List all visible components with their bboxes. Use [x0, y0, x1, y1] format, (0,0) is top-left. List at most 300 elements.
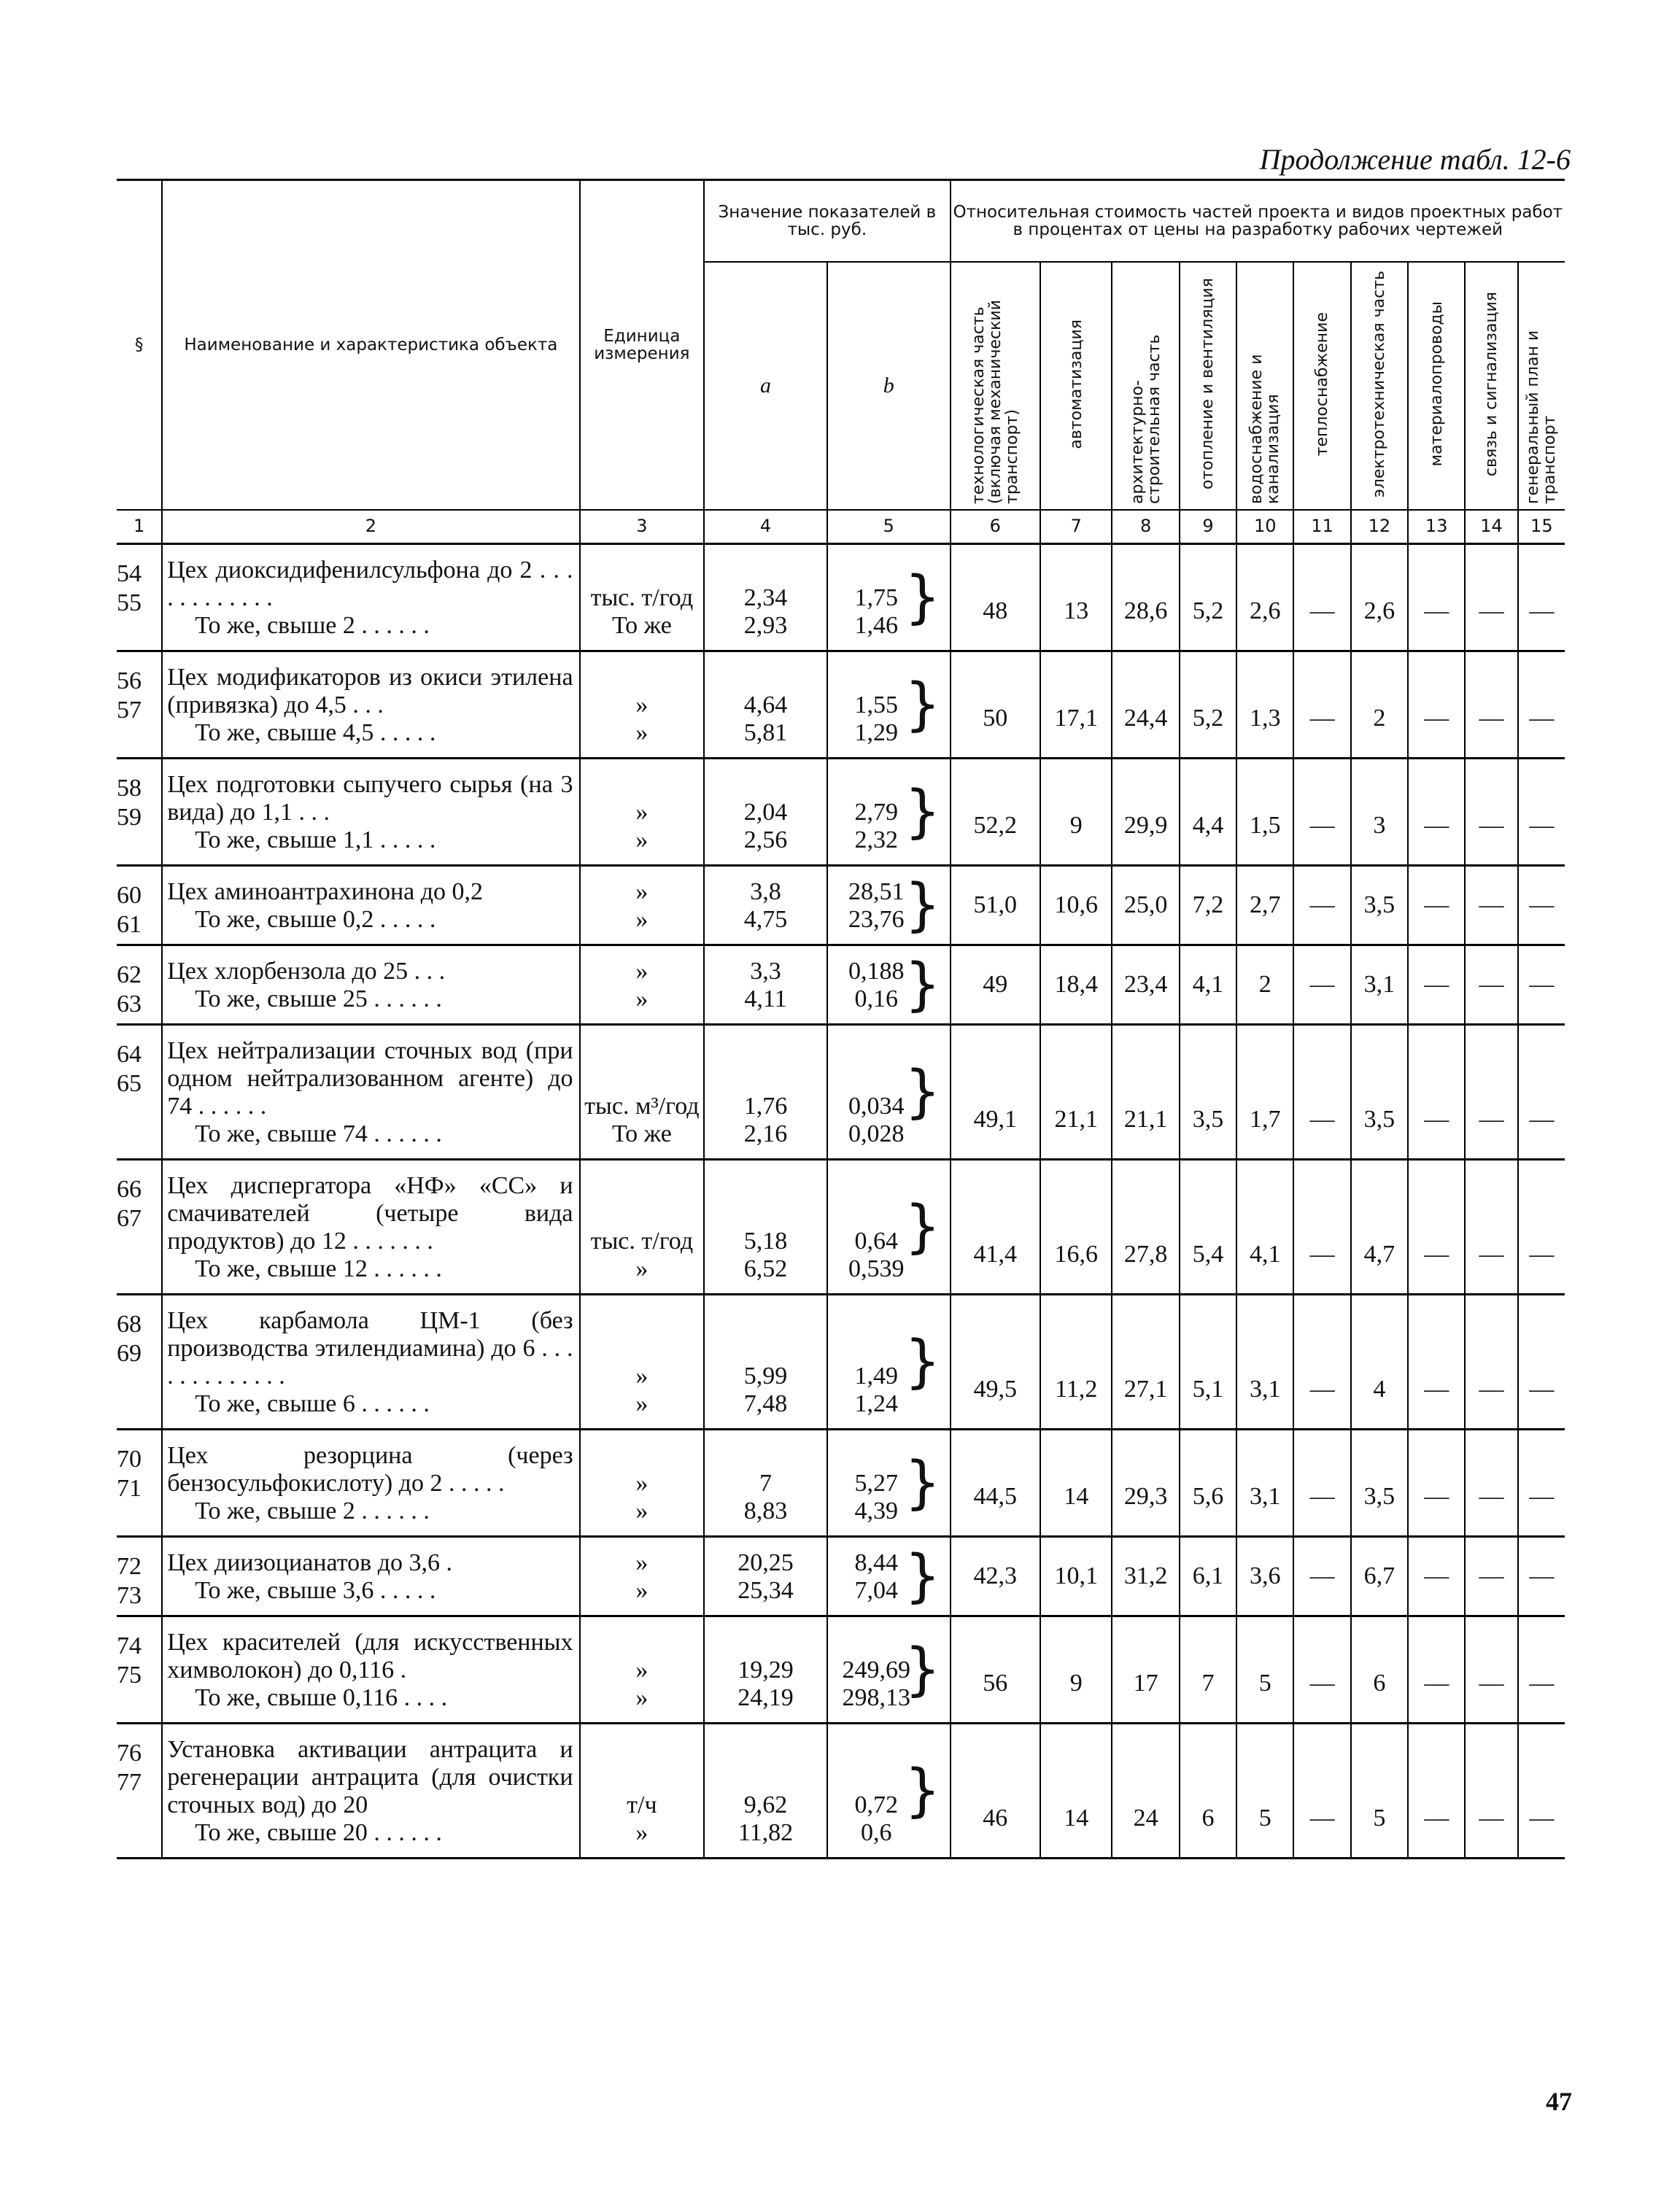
- value-b: 1,49: [854, 1363, 898, 1390]
- col-number: 14: [1465, 510, 1517, 544]
- value-a: 2,16: [743, 1120, 788, 1147]
- percent-cell: 21,1: [1040, 1025, 1112, 1160]
- object-name: [162, 945, 579, 1025]
- value-b-cell: [827, 759, 951, 866]
- value-b-cell: [827, 866, 951, 945]
- part-label-pipelines: материалопроводы: [1427, 301, 1446, 467]
- object-name-main: Цех модификаторов из окиси этилена (привязка) до 4,5 . . .: [167, 664, 573, 718]
- paragraph-number: 76: [117, 1740, 142, 1767]
- col-name-header: Наименование и характеристика объекта: [162, 180, 579, 511]
- percent-cell: 27,1: [1112, 1295, 1179, 1430]
- value-b: 0,72: [854, 1791, 898, 1818]
- col-number: 7: [1040, 510, 1112, 544]
- percent-cell: —: [1465, 1160, 1517, 1295]
- brace-icon: }: [904, 872, 941, 938]
- paragraph-numbers: [117, 1025, 162, 1160]
- percent-cell: 2: [1351, 651, 1408, 759]
- value-a: 8,83: [743, 1497, 788, 1524]
- percent-cell: 1,3: [1236, 651, 1293, 759]
- object-name-variant: То же, свыше 0,2 . . . . .: [195, 906, 436, 933]
- percent-cell: 9: [1040, 1616, 1112, 1724]
- percent-cell: 5: [1236, 1616, 1293, 1724]
- percent-cell: 44,5: [951, 1430, 1040, 1537]
- unit-cell: [580, 759, 705, 866]
- percent-cell: —: [1518, 759, 1565, 866]
- value-b-cell: [827, 1724, 951, 1859]
- percent-cell: 21,1: [1112, 1025, 1179, 1160]
- percent-cell: —: [1518, 651, 1565, 759]
- percent-cell: —: [1518, 1724, 1565, 1859]
- percent-cell: 1,5: [1236, 759, 1293, 866]
- unit-value: »: [635, 719, 649, 746]
- object-name-main: Цех хлорбензола до 25 . . .: [167, 958, 446, 985]
- brace-icon: }: [904, 565, 941, 630]
- percent-cell: —: [1465, 544, 1517, 651]
- paragraph-number: 64: [117, 1041, 142, 1068]
- percent-cell: —: [1293, 945, 1350, 1025]
- paragraph-number: 66: [117, 1176, 142, 1203]
- brace-icon: }: [904, 952, 941, 1018]
- object-name-variant: То же, свыше 3,6 . . . . .: [195, 1577, 436, 1604]
- percent-cell: —: [1408, 544, 1465, 651]
- percent-cell: 17: [1112, 1616, 1179, 1724]
- value-b-cell: [827, 1430, 951, 1537]
- table-row: [117, 759, 1565, 866]
- col-number: 11: [1293, 510, 1350, 544]
- percent-cell: 42,3: [951, 1537, 1040, 1616]
- col-part-header: [1518, 262, 1565, 510]
- group-values-header: Значение показателей в тыс. руб.: [704, 180, 950, 263]
- percent-cell: —: [1408, 945, 1465, 1025]
- percent-cell: —: [1518, 1160, 1565, 1295]
- value-b: 7,04: [854, 1577, 898, 1604]
- unit-cell: [580, 1160, 705, 1295]
- col-part-header: [1351, 262, 1408, 510]
- value-a-cell: [704, 866, 827, 945]
- percent-cell: —: [1518, 1295, 1565, 1430]
- value-a-cell: [704, 945, 827, 1025]
- unit-value: »: [635, 1684, 649, 1711]
- percent-cell: 9: [1040, 759, 1112, 866]
- percent-cell: 3: [1351, 759, 1408, 866]
- unit-cell: [580, 1295, 705, 1430]
- percent-cell: —: [1293, 544, 1350, 651]
- object-name-variant: То же, свыше 20 . . . . . .: [195, 1819, 442, 1846]
- object-name-variant: То же, свыше 25 . . . . . .: [195, 985, 442, 1012]
- value-b: 0,034: [848, 1093, 905, 1120]
- value-b-cell: [827, 1616, 951, 1724]
- value-a-cell: [704, 1537, 827, 1616]
- value-a: 9,62: [743, 1791, 788, 1818]
- percent-cell: —: [1518, 1430, 1565, 1537]
- paragraph-number: 70: [117, 1446, 142, 1473]
- percent-cell: 3,5: [1351, 1025, 1408, 1160]
- unit-value: »: [635, 1363, 649, 1390]
- value-a: 11,82: [738, 1819, 794, 1846]
- value-a: 5,18: [743, 1228, 788, 1255]
- percent-cell: —: [1465, 1616, 1517, 1724]
- paragraph-number: 61: [117, 911, 142, 938]
- table-row: [117, 1295, 1565, 1430]
- percent-cell: 4,1: [1236, 1160, 1293, 1295]
- percent-cell: —: [1408, 1724, 1465, 1859]
- brace-icon: }: [904, 1450, 941, 1516]
- percent-cell: 3,5: [1351, 866, 1408, 945]
- unit-cell: [580, 1025, 705, 1160]
- value-a-cell: [704, 1430, 827, 1537]
- unit-value: тыс. т/год: [590, 584, 694, 611]
- paragraph-number: 62: [117, 961, 142, 988]
- object-name-main: Цех диоксидифенилсульфона до 2 . . . . . . . . . . . .: [167, 557, 573, 611]
- percent-cell: 1,7: [1236, 1025, 1293, 1160]
- brace-icon: }: [904, 1637, 941, 1702]
- object-name-main: Цех аминоантрахинона до 0,2: [167, 878, 484, 905]
- object-name: [162, 1430, 579, 1537]
- unit-value: »: [635, 1255, 649, 1282]
- table-caption: Продолжение табл. 12-6: [1259, 143, 1571, 176]
- value-a: 25,34: [738, 1577, 794, 1604]
- value-a: 3,3: [750, 958, 781, 985]
- value-b: 1,29: [854, 719, 898, 746]
- unit-cell: [580, 544, 705, 651]
- paragraph-numbers: [117, 1537, 162, 1616]
- col-number: 2: [162, 510, 579, 544]
- percent-cell: 41,4: [951, 1160, 1040, 1295]
- percent-cell: 6: [1180, 1724, 1236, 1859]
- percent-cell: —: [1293, 1537, 1350, 1616]
- unit-value: »: [635, 1497, 649, 1524]
- percent-cell: 2,7: [1236, 866, 1293, 945]
- brace-icon: }: [904, 1194, 941, 1260]
- value-b: 1,46: [854, 612, 898, 639]
- paragraph-numbers: [117, 759, 162, 866]
- col-number: 4: [704, 510, 827, 544]
- value-a: 5,81: [743, 719, 788, 746]
- value-b-cell: [827, 1537, 951, 1616]
- table-row: [117, 1430, 1565, 1537]
- value-b: 2,32: [854, 826, 898, 853]
- object-name-variant: То же, свыше 6 . . . . . .: [195, 1390, 430, 1417]
- unit-value: »: [635, 826, 649, 853]
- unit-value: »: [635, 958, 649, 985]
- value-b: 298,13: [842, 1684, 910, 1711]
- value-b-cell: [827, 1025, 951, 1160]
- value-b: 2,79: [854, 799, 898, 826]
- percent-cell: —: [1518, 866, 1565, 945]
- percent-cell: —: [1293, 1616, 1350, 1724]
- paragraph-number: 69: [117, 1340, 142, 1367]
- value-a-cell: [704, 1295, 827, 1430]
- percent-cell: 24: [1112, 1724, 1179, 1859]
- percent-cell: —: [1465, 759, 1517, 866]
- value-b: 23,76: [848, 906, 905, 933]
- brace-icon: }: [904, 1329, 941, 1395]
- percent-cell: —: [1408, 1616, 1465, 1724]
- percent-cell: 2: [1236, 945, 1293, 1025]
- percent-cell: 27,8: [1112, 1160, 1179, 1295]
- brace-icon: }: [904, 779, 941, 845]
- object-name-main: Цех диизоцианатов до 3,6 .: [167, 1549, 453, 1576]
- percent-cell: 49,1: [951, 1025, 1040, 1160]
- object-name: [162, 1537, 579, 1616]
- paragraph-numbers: [117, 1295, 162, 1430]
- percent-cell: —: [1408, 1537, 1465, 1616]
- percent-cell: —: [1408, 1160, 1465, 1295]
- percent-cell: 11,2: [1040, 1295, 1112, 1430]
- page-number: 47: [1546, 2087, 1572, 2116]
- object-name: [162, 759, 579, 866]
- percent-cell: —: [1518, 1025, 1565, 1160]
- part-label-architecture: архитектурно-строительная часть: [1128, 334, 1164, 505]
- percent-cell: —: [1293, 759, 1350, 866]
- brace-icon: }: [904, 1758, 941, 1824]
- value-b: 1,24: [854, 1390, 898, 1417]
- table-body: [117, 544, 1565, 1859]
- col-number: 1: [117, 510, 162, 544]
- col-number: 13: [1408, 510, 1465, 544]
- percent-cell: 3,5: [1351, 1430, 1408, 1537]
- value-a: 7,48: [743, 1390, 788, 1417]
- object-name: [162, 1724, 579, 1859]
- object-name: [162, 544, 579, 651]
- col-b-header: b: [827, 262, 951, 510]
- percent-cell: —: [1465, 1537, 1517, 1616]
- percent-cell: 48: [951, 544, 1040, 651]
- unit-cell: [580, 1537, 705, 1616]
- paragraph-number: 71: [117, 1475, 142, 1502]
- object-name-variant: То же, свыше 74 . . . . . .: [195, 1120, 442, 1147]
- unit-value: »: [635, 799, 649, 826]
- table-row: [117, 1537, 1565, 1616]
- value-a-cell: [704, 544, 827, 651]
- paragraph-number: 56: [117, 667, 142, 694]
- unit-value: То же: [611, 612, 672, 639]
- table-row: [117, 1025, 1565, 1160]
- col-number: 8: [1112, 510, 1179, 544]
- value-b: 28,51: [848, 878, 905, 905]
- percent-cell: —: [1465, 1724, 1517, 1859]
- table-row: [117, 651, 1565, 759]
- value-a-cell: [704, 1616, 827, 1724]
- percent-cell: 3,1: [1236, 1295, 1293, 1430]
- value-b: 0,539: [848, 1255, 905, 1282]
- unit-value: »: [635, 878, 649, 905]
- percent-cell: 5: [1236, 1724, 1293, 1859]
- unit-cell: [580, 1616, 705, 1724]
- percent-cell: 18,4: [1040, 945, 1112, 1025]
- percent-cell: —: [1293, 1295, 1350, 1430]
- value-a: 4,64: [743, 691, 788, 718]
- percent-cell: —: [1293, 651, 1350, 759]
- paragraph-number: 59: [117, 804, 142, 831]
- percent-cell: 49: [951, 945, 1040, 1025]
- value-a: 20,25: [738, 1549, 794, 1576]
- object-name-main: Установка активации антрацита и регенерации антрацита (для очистки сточных вод) до 20: [167, 1736, 573, 1818]
- col-part-header: [1180, 262, 1236, 510]
- value-b: 1,55: [854, 691, 898, 718]
- percent-cell: 31,2: [1112, 1537, 1179, 1616]
- object-name: [162, 866, 579, 945]
- brace-icon: }: [904, 1059, 941, 1125]
- percent-cell: —: [1293, 1025, 1350, 1160]
- value-a: 4,75: [743, 906, 788, 933]
- unit-value: То же: [611, 1120, 672, 1147]
- paragraph-number: 65: [117, 1070, 142, 1097]
- value-a: 5,99: [743, 1363, 788, 1390]
- percent-cell: 25,0: [1112, 866, 1179, 945]
- value-a: 4,11: [744, 985, 787, 1012]
- unit-value: »: [635, 1657, 649, 1683]
- paragraph-number: 75: [117, 1662, 142, 1689]
- paragraph-number: 67: [117, 1205, 142, 1232]
- percent-cell: —: [1465, 866, 1517, 945]
- col-number: 3: [580, 510, 705, 544]
- value-a-cell: [704, 759, 827, 866]
- value-a-cell: [704, 1160, 827, 1295]
- col-part-header: [1236, 262, 1293, 510]
- percent-cell: 49,5: [951, 1295, 1040, 1430]
- object-name-variant: То же, свыше 2 . . . . . .: [195, 612, 430, 639]
- unit-cell: [580, 866, 705, 945]
- percent-cell: 29,3: [1112, 1430, 1179, 1537]
- object-name: [162, 1025, 579, 1160]
- percent-cell: —: [1518, 945, 1565, 1025]
- percent-cell: —: [1293, 1724, 1350, 1859]
- value-b: 0,16: [854, 985, 898, 1012]
- percent-cell: 4,1: [1180, 945, 1236, 1025]
- brace-icon: }: [904, 1543, 941, 1609]
- value-b-cell: [827, 945, 951, 1025]
- percent-cell: —: [1465, 1025, 1517, 1160]
- percent-cell: —: [1293, 866, 1350, 945]
- value-a: 6,52: [743, 1255, 788, 1282]
- percent-cell: —: [1408, 1430, 1465, 1537]
- paragraph-numbers: [117, 866, 162, 945]
- value-a-cell: [704, 1724, 827, 1859]
- paragraph-number: 60: [117, 882, 142, 909]
- percent-cell: —: [1408, 866, 1465, 945]
- unit-value: »: [635, 691, 649, 718]
- object-name-variant: То же, свыше 4,5 . . . . .: [195, 719, 436, 746]
- percent-cell: 23,4: [1112, 945, 1179, 1025]
- percent-cell: —: [1518, 1616, 1565, 1724]
- percent-cell: 13: [1040, 544, 1112, 651]
- value-b: 0,028: [848, 1120, 905, 1147]
- percent-cell: 3,1: [1236, 1430, 1293, 1537]
- percent-cell: 5,1: [1180, 1295, 1236, 1430]
- unit-cell: [580, 945, 705, 1025]
- col-number: 10: [1236, 510, 1293, 544]
- part-label-automation: автоматизация: [1067, 319, 1085, 449]
- value-b: 5,27: [854, 1470, 898, 1497]
- object-name-variant: То же, свыше 1,1 . . . . .: [195, 826, 436, 853]
- value-a: 2,34: [743, 584, 788, 611]
- table-row: [117, 1724, 1565, 1859]
- part-label-electrical: электротехническая часть: [1370, 270, 1389, 498]
- value-b: 8,44: [854, 1549, 898, 1576]
- group-parts-header: Относительная стоимость частей проекта и видов проектных работ в процентах от цены на разработку рабочих чертежей: [951, 180, 1565, 263]
- col-number: 15: [1518, 510, 1565, 544]
- paragraph-number: 55: [117, 589, 142, 616]
- percent-cell: 52,2: [951, 759, 1040, 866]
- unit-cell: [580, 651, 705, 759]
- percent-cell: 3,1: [1351, 945, 1408, 1025]
- paragraph-numbers: [117, 945, 162, 1025]
- object-name-variant: То же, свыше 12 . . . . . .: [195, 1255, 442, 1282]
- paragraph-numbers: [117, 544, 162, 651]
- object-name-main: Цех диспергатора «НФ» «СС» и смачивателей (четыре вида продуктов) до 12 . . . . . . .: [167, 1172, 573, 1255]
- part-label-technological: технологическая часть (включая механический транспорт): [969, 300, 1021, 505]
- percent-cell: —: [1518, 544, 1565, 651]
- object-name: [162, 1616, 579, 1724]
- percent-cell: 17,1: [1040, 651, 1112, 759]
- value-b: 1,75: [854, 584, 898, 611]
- object-name: [162, 1160, 579, 1295]
- col-paragraph-header: §: [117, 180, 162, 511]
- unit-value: тыс. т/год: [590, 1228, 694, 1255]
- part-label-water: водоснабжение и канализация: [1247, 354, 1283, 505]
- paragraph-number: 77: [117, 1769, 142, 1796]
- percent-cell: 5,6: [1180, 1430, 1236, 1537]
- object-name-main: Цех красителей (для искусственных химволокон) до 0,116 .: [167, 1629, 573, 1683]
- value-b: 0,188: [848, 958, 905, 985]
- percent-cell: 10,1: [1040, 1537, 1112, 1616]
- unit-value: »: [635, 1819, 649, 1846]
- object-name-main: Цех нейтрализации сточных вод (при одном нейтрализованном агенте) до 74 . . . . . .: [167, 1037, 573, 1120]
- column-numbers-row: [117, 510, 1565, 544]
- value-a: 7: [759, 1470, 773, 1497]
- object-name-main: Цех резорцина (через бензосульфокислоту) до 2 . . . . .: [167, 1442, 573, 1497]
- table-row: [117, 866, 1565, 945]
- value-a: 2,93: [743, 612, 788, 639]
- paragraph-numbers: [117, 1160, 162, 1295]
- percent-cell: —: [1293, 1160, 1350, 1295]
- unit-cell: [580, 1724, 705, 1859]
- percent-cell: 24,4: [1112, 651, 1179, 759]
- object-name-main: Цех подготовки сыпучего сырья (на 3 вида) до 1,1 . . .: [167, 771, 573, 826]
- percent-cell: 56: [951, 1616, 1040, 1724]
- paragraph-number: 68: [117, 1311, 142, 1338]
- col-part-header: [951, 262, 1040, 510]
- percent-cell: 16,6: [1040, 1160, 1112, 1295]
- paragraph-number: 72: [117, 1553, 142, 1580]
- value-b-cell: [827, 544, 951, 651]
- table-row: [117, 544, 1565, 651]
- col-number: 5: [827, 510, 951, 544]
- percent-cell: —: [1465, 945, 1517, 1025]
- paragraph-number: 63: [117, 991, 142, 1018]
- value-b: 0,64: [854, 1228, 898, 1255]
- percent-cell: —: [1408, 1025, 1465, 1160]
- percent-cell: —: [1518, 1537, 1565, 1616]
- col-part-header: [1293, 262, 1350, 510]
- value-a: 24,19: [738, 1684, 794, 1711]
- value-a: 3,8: [750, 878, 781, 905]
- col-number: 9: [1180, 510, 1236, 544]
- paragraph-numbers: [117, 651, 162, 759]
- percent-cell: 2,6: [1351, 544, 1408, 651]
- unit-value: »: [635, 1577, 649, 1604]
- col-part-header: [1112, 262, 1179, 510]
- value-b-cell: [827, 651, 951, 759]
- percent-cell: 6: [1351, 1616, 1408, 1724]
- table-row: [117, 1616, 1565, 1724]
- percent-cell: —: [1408, 651, 1465, 759]
- object-name-variant: То же, свыше 2 . . . . . .: [195, 1497, 430, 1524]
- value-a-cell: [704, 651, 827, 759]
- percent-cell: 7,2: [1180, 866, 1236, 945]
- value-b-cell: [827, 1295, 951, 1430]
